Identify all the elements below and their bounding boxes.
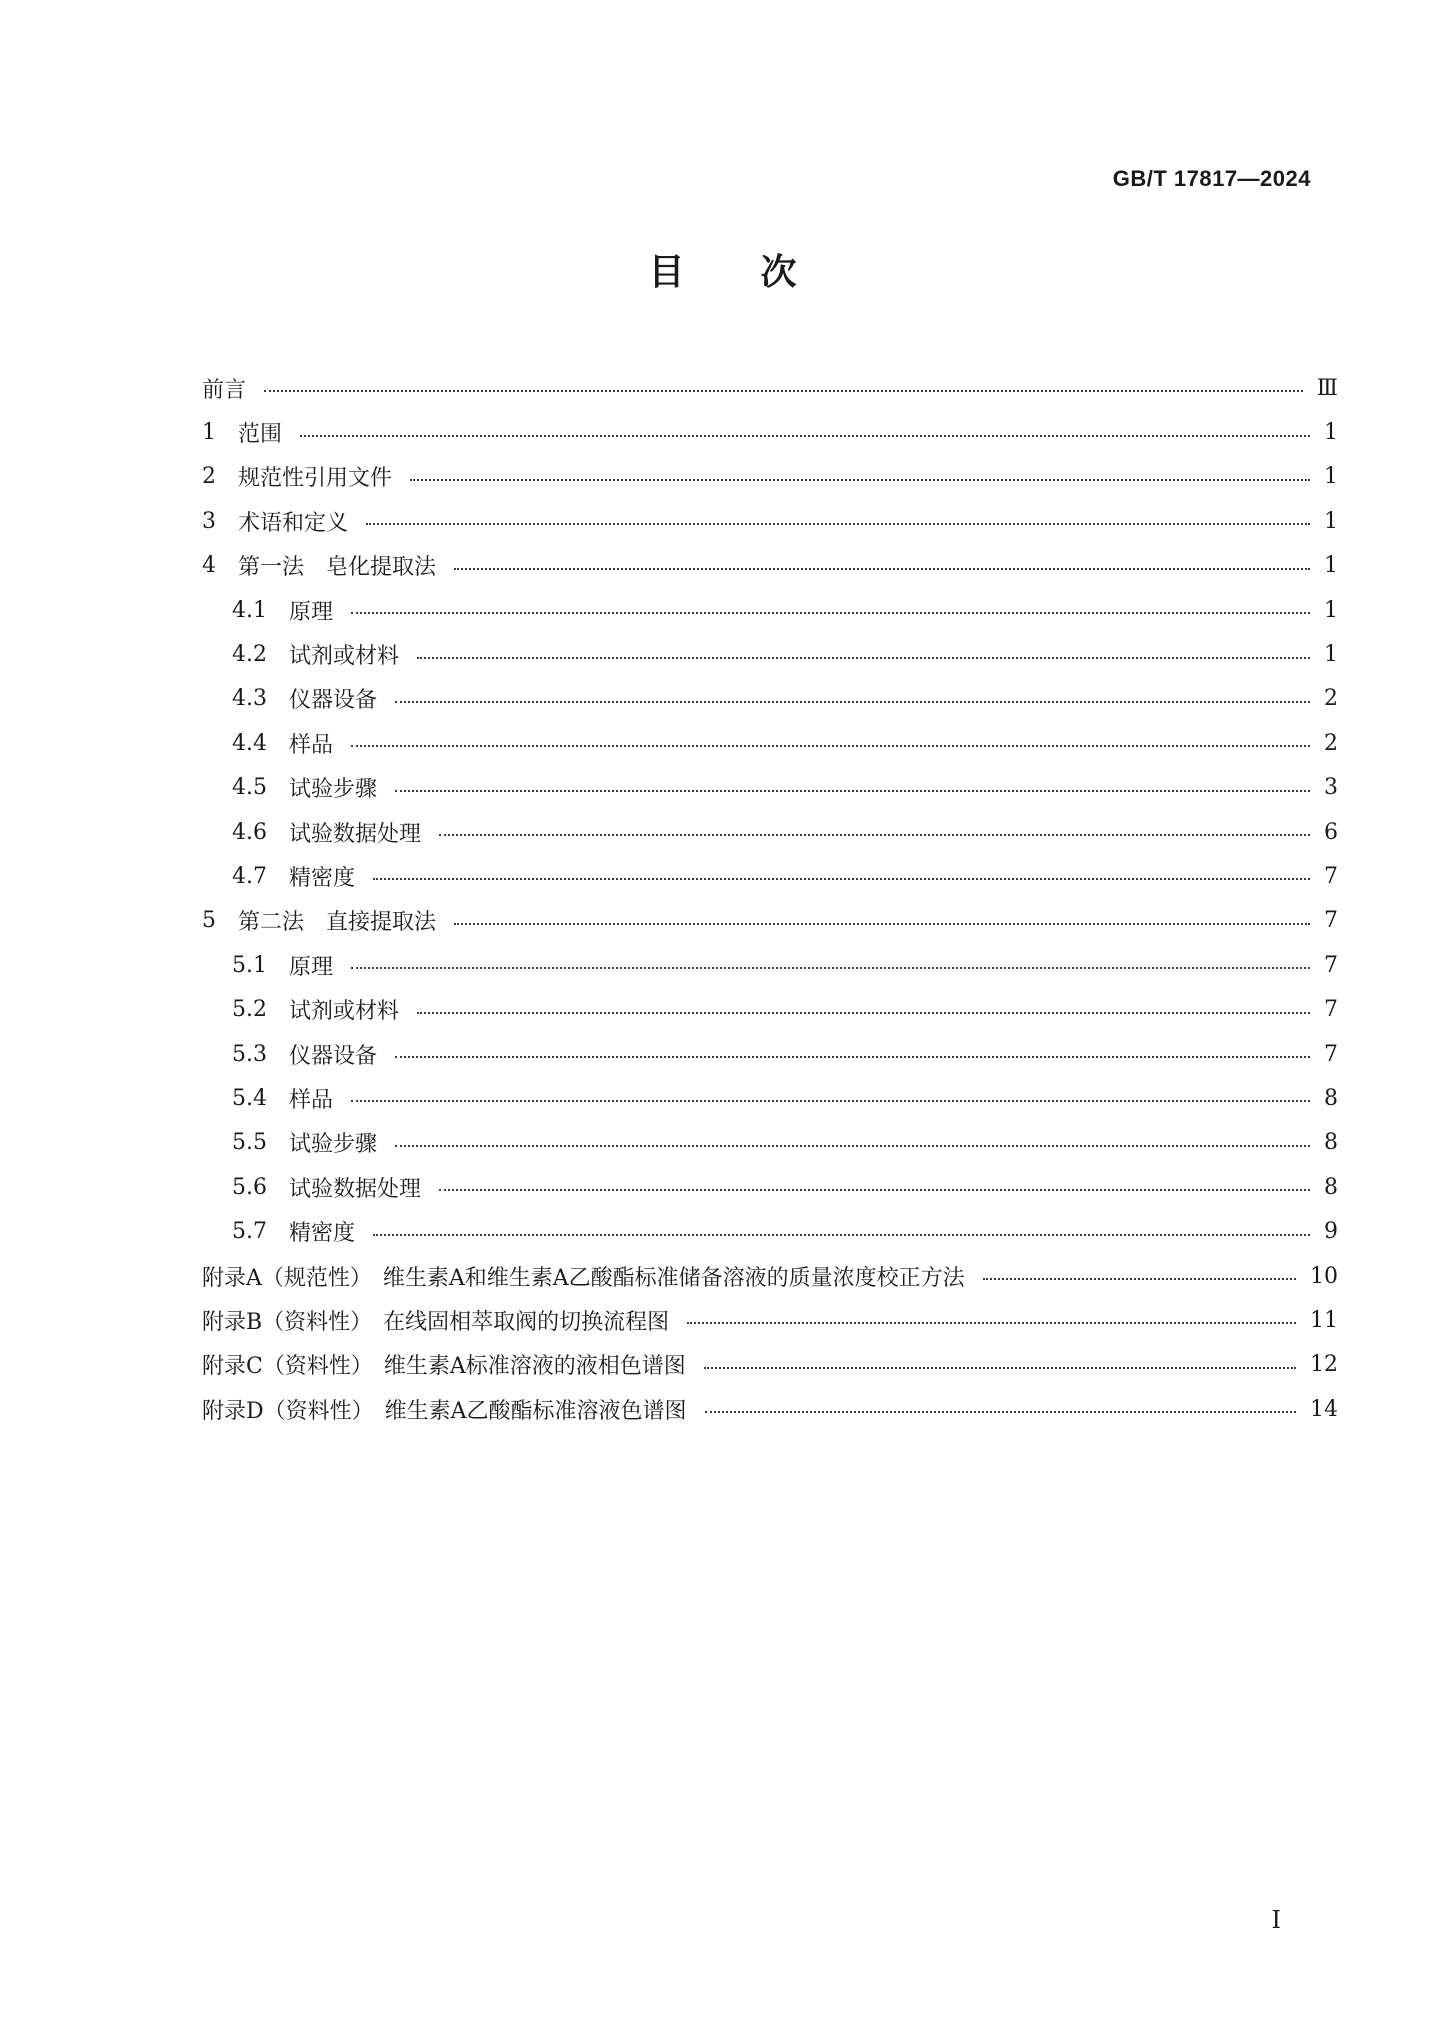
toc-entry[interactable] xyxy=(202,410,1338,454)
toc-entry-label: 附录A（规范性） 维生素A和维生素A乙酸酯标准储备溶液的质量浓度校正方法 xyxy=(202,1265,965,1291)
toc-entry-label: 附录B（资料性） 在线固相萃取阀的切换流程图 xyxy=(202,1309,670,1335)
toc-entry-number: 5.7 xyxy=(232,1219,267,1245)
toc-entry-page: 7 xyxy=(1324,952,1338,978)
toc-dot-leader xyxy=(395,1043,1310,1065)
toc-entry-number: 3 xyxy=(202,508,216,534)
toc-dot-leader xyxy=(264,377,1303,399)
toc-dot-leader xyxy=(351,732,1310,754)
toc-entry[interactable] xyxy=(202,854,1338,898)
toc-dot-leader xyxy=(410,466,1310,488)
toc-entry[interactable] xyxy=(202,810,1338,854)
toc-dot-leader xyxy=(300,422,1310,444)
toc-entry-label: 样品 xyxy=(289,1087,334,1113)
toc-entry-page: 7 xyxy=(1324,908,1338,934)
toc-entry-label: 前言 xyxy=(202,377,247,403)
toc-entry[interactable] xyxy=(202,544,1338,588)
toc-dot-leader xyxy=(439,1176,1310,1198)
toc-entry-label: 范围 xyxy=(238,422,283,448)
toc-entry-label: 第一法 皂化提取法 xyxy=(238,555,437,581)
toc-entry-page: 1 xyxy=(1324,464,1338,490)
toc-entry-label: 试剂或材料 xyxy=(289,644,400,670)
toc-entry-page: 3 xyxy=(1324,775,1338,801)
toc-entry-number: 5.5 xyxy=(232,1130,267,1156)
toc-entry-number: 4.4 xyxy=(232,730,267,756)
toc-dot-leader xyxy=(439,821,1310,843)
toc-entry-label: 规范性引用文件 xyxy=(238,466,393,492)
toc-entry-number: 2 xyxy=(202,464,216,490)
toc-entry-label: 试验数据处理 xyxy=(289,821,422,847)
toc-entry-page: 1 xyxy=(1324,508,1338,534)
table-of-contents xyxy=(202,366,1338,1431)
toc-entry[interactable] xyxy=(202,1209,1338,1253)
toc-entry[interactable] xyxy=(202,721,1338,765)
toc-dot-leader xyxy=(373,1221,1310,1243)
toc-entry[interactable] xyxy=(202,366,1338,410)
toc-entry-page: 14 xyxy=(1310,1396,1338,1422)
toc-entry-label: 仪器设备 xyxy=(289,1043,378,1069)
toc-entry-number: 5.1 xyxy=(232,952,267,978)
toc-entry-label: 精密度 xyxy=(289,865,356,891)
toc-dot-leader xyxy=(705,1398,1296,1420)
toc-entry-label: 附录C（资料性） 维生素A标准溶液的液相色谱图 xyxy=(202,1354,686,1380)
toc-dot-leader xyxy=(351,1087,1310,1109)
toc-entry-number: 5.4 xyxy=(232,1085,267,1111)
toc-entry[interactable] xyxy=(202,987,1338,1031)
toc-entry-number: 4.6 xyxy=(232,819,267,845)
toc-entry-label: 术语和定义 xyxy=(238,510,349,536)
toc-entry[interactable] xyxy=(202,1343,1338,1387)
toc-entry-number: 4.5 xyxy=(232,775,267,801)
toc-dot-leader xyxy=(704,1354,1296,1376)
toc-entry-number: 4.1 xyxy=(232,597,267,623)
page-number: I xyxy=(1271,1906,1281,1934)
toc-entry-page: 1 xyxy=(1324,597,1338,623)
toc-entry-number: 1 xyxy=(202,420,216,446)
toc-entry-page: 7 xyxy=(1324,997,1338,1023)
toc-dot-leader xyxy=(454,555,1310,577)
toc-dot-leader xyxy=(395,688,1310,710)
toc-entry-page: 8 xyxy=(1324,1174,1338,1200)
toc-entry-label: 仪器设备 xyxy=(289,688,378,714)
toc-entry-number: 5.3 xyxy=(232,1041,267,1067)
toc-entry[interactable] xyxy=(202,1165,1338,1209)
toc-entry-page: 9 xyxy=(1324,1219,1338,1245)
toc-entry[interactable] xyxy=(202,1254,1338,1298)
toc-entry-label: 第二法 直接提取法 xyxy=(238,910,437,936)
toc-entry[interactable] xyxy=(202,1298,1338,1342)
toc-dot-leader xyxy=(687,1309,1296,1331)
toc-entry[interactable] xyxy=(202,943,1338,987)
toc-entry-number: 4.3 xyxy=(232,686,267,712)
toc-dot-leader xyxy=(366,510,1310,532)
toc-entry-page: 7 xyxy=(1324,1041,1338,1067)
toc-dot-leader xyxy=(983,1265,1296,1287)
toc-entry-label: 试剂或材料 xyxy=(289,999,400,1025)
toc-entry-number: 5.6 xyxy=(232,1174,267,1200)
toc-entry-label: 原理 xyxy=(289,599,334,625)
toc-dot-leader xyxy=(395,777,1310,799)
toc-entry-page: 1 xyxy=(1324,553,1338,579)
toc-entry[interactable] xyxy=(202,632,1338,676)
toc-entry-page: 8 xyxy=(1324,1085,1338,1111)
toc-entry-number: 4 xyxy=(202,553,216,579)
toc-entry[interactable] xyxy=(202,1032,1338,1076)
toc-entry[interactable] xyxy=(202,1121,1338,1165)
standard-code: GB/T 17817—2024 xyxy=(1112,166,1311,191)
toc-entry-page: 11 xyxy=(1310,1307,1338,1333)
toc-dot-leader xyxy=(351,954,1310,976)
toc-entry[interactable] xyxy=(202,588,1338,632)
toc-entry-label: 精密度 xyxy=(289,1221,356,1247)
toc-entry-page: 1 xyxy=(1324,420,1338,446)
toc-dot-leader xyxy=(351,599,1310,621)
toc-entry-label: 试验步骤 xyxy=(289,1132,378,1158)
toc-dot-leader xyxy=(454,910,1310,932)
toc-entry[interactable] xyxy=(202,899,1338,943)
toc-entry-label: 样品 xyxy=(289,732,334,758)
toc-entry-page: 6 xyxy=(1324,819,1338,845)
toc-entry-number: 4.2 xyxy=(232,642,267,668)
toc-entry-page: 7 xyxy=(1324,863,1338,889)
toc-entry-page: 10 xyxy=(1310,1263,1338,1289)
toc-entry-number: 4.7 xyxy=(232,863,267,889)
toc-entry-page: 2 xyxy=(1324,730,1338,756)
toc-entry-number: 5 xyxy=(202,908,216,934)
toc-entry-label: 试验数据处理 xyxy=(289,1176,422,1202)
toc-entry[interactable] xyxy=(202,499,1338,543)
toc-dot-leader xyxy=(417,644,1310,666)
toc-dot-leader xyxy=(417,999,1310,1021)
toc-entry[interactable] xyxy=(202,1076,1338,1120)
toc-entry-number: 5.2 xyxy=(232,997,267,1023)
toc-entry-page: Ⅲ xyxy=(1316,375,1338,401)
toc-entry-page: 12 xyxy=(1310,1352,1338,1378)
toc-entry[interactable] xyxy=(202,455,1338,499)
toc-entry-page: 8 xyxy=(1324,1130,1338,1156)
toc-entry-label: 原理 xyxy=(289,954,334,980)
toc-dot-leader xyxy=(395,1132,1310,1154)
toc-entry[interactable] xyxy=(202,766,1338,810)
toc-entry[interactable] xyxy=(202,1387,1338,1431)
toc-entry-label: 附录D（资料性） 维生素A乙酸酯标准溶液色谱图 xyxy=(202,1398,687,1424)
toc-entry-label: 试验步骤 xyxy=(289,777,378,803)
toc-entry-page: 1 xyxy=(1324,642,1338,668)
toc-entry-page: 2 xyxy=(1324,686,1338,712)
toc-title: 目次 xyxy=(648,252,873,293)
toc-entry[interactable] xyxy=(202,677,1338,721)
toc-dot-leader xyxy=(373,865,1310,887)
